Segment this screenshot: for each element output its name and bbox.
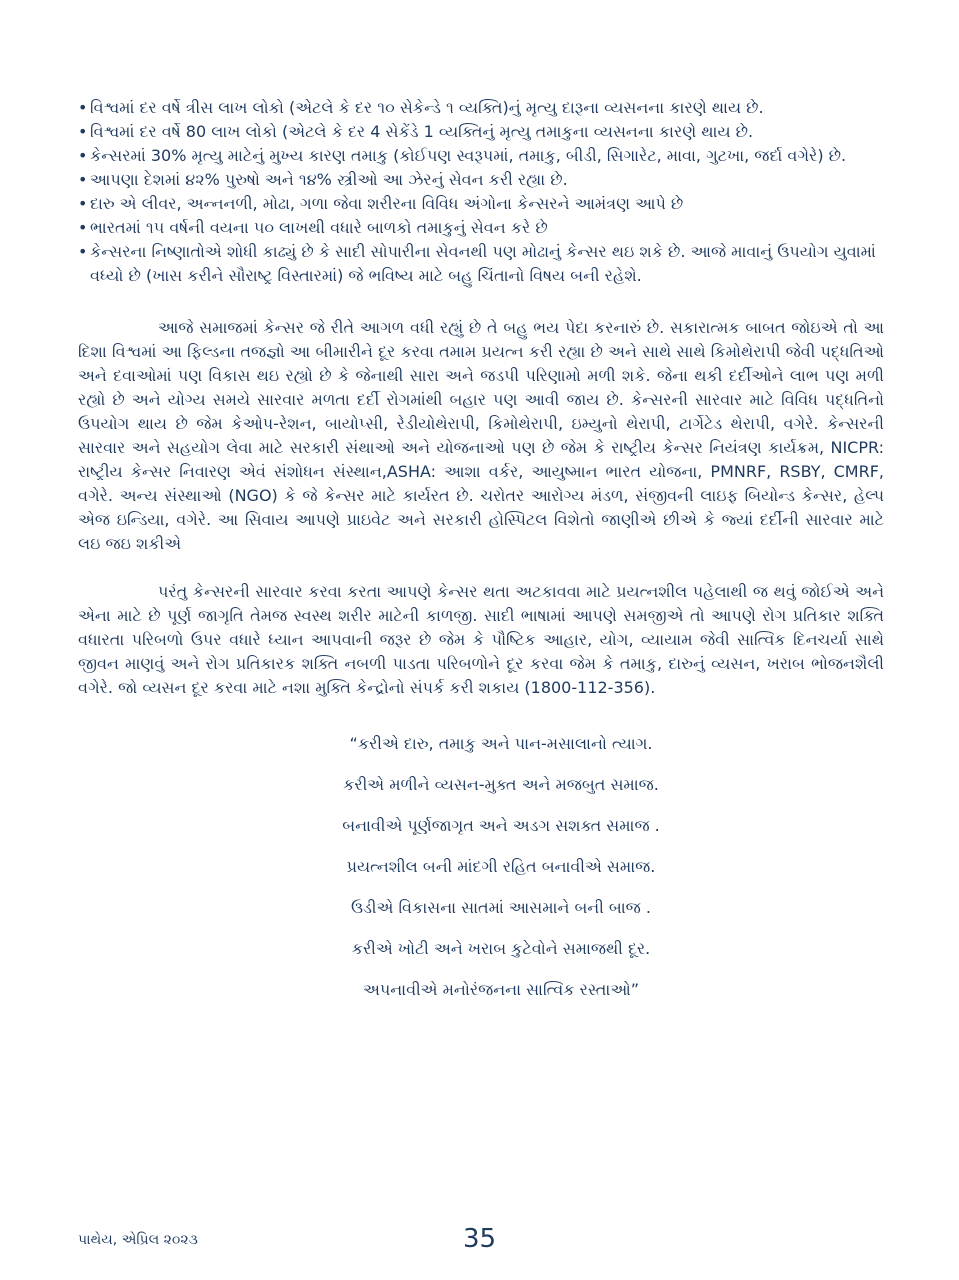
list-item: • વિશ્વમાં દર વર્ષે ત્રીસ લાખ લોકો (એટલે કે દર ૧૦ સેકેન્ડે ૧ વ્યક્તિ)નું મૃત્યુ દારૂના વ્યસનના કારણે થાય છે. — [78, 96, 884, 120]
page-number: 35 — [462, 1224, 497, 1254]
poem-line: અપનાવીએ મનોરંજનના સાત્વિક રસ્તાઓ” — [363, 980, 639, 999]
list-item: • ભારતમાં ૧૫ વર્ષની વયના ૫૦ લાખથી વધારે બાળકો તમાકુનું સેવન કરે છે — [78, 216, 884, 240]
poem-line: કરીએ મળીને વ્યસન-મુક્ત અને મજબુત સમાજ. — [343, 775, 659, 794]
list-item: • કેન્સરમાં 30% મૃત્યુ માટેનું મુખ્ય કારણ તમાકુ (કોઈપણ સ્વરૂપમાં, તમાકુ, બીડી, સિગારેટ, માવા, ગુટખા, જર્દા વગેરે) છે. — [78, 144, 884, 168]
poem-line: કરીએ ખોટી અને ખરાબ કુટેવોને સમાજથી દૂર. — [351, 939, 651, 958]
poem-line: બનાવીએ પૂર્ણજાગૃત અને અડગ સશક્ત સમાજ . — [342, 816, 660, 835]
facts-list — [78, 96, 884, 288]
poem-line: “કરીએ દારુ, તમાકુ અને પાન-મસાલાનો ત્યાગ. — [349, 734, 653, 753]
body-paragraph-treatment: આજે સમાજમાં કેન્સર જે રીતે આગળ વધી રહ્યું છે તે બહુ ભય પેદા કરનારું છે. સકારાત્મક બાબત જોઇએ તો આ દિશા વિશ્વમાં આ ફિલ્ડના તજજ્ઞો આ બીમારીને દૂર કરવા તમામ પ્રયત્ન કરી રહ્યા છે અને સાથે સાથે કિમોથેરાપી જેવી પદ્ધતિઓ અને દવાઓમાં પણ વિકાસ થઇ રહ્યો છે કે જેનાથી સારા અને જડપી પરિણામો મળી શકે. જેના થકી દર્દીઓને લાભ પણ મળી રહ્યો છે અને યોગ્ય સમયે સારવાર મળતા દર્દી રોગમાંથી બહાર પણ આવી જાય છે. કેન્સરની સારવાર માટે વિવિધ પદ્ધતિનો ઉપયોગ થાય છે જેમ કેઓપ-રેશન, બાયોપ્સી, રેડીયોથેરાપી, કિમોથેરાપી, ઇમ્યુનો થેરાપી, ટાર્ગેટેડ થેરાપી, વગેરે. કેન્સરની સારવાર અને સહયોગ લેવા માટે સરકારી સંથાઓ અને યોજનાઓ પણ છે જેમ કે રાષ્ટ્રીય કેન્સર નિયંત્રણ કાર્યક્રમ, NICPR: રાષ્ટ્રીય કેન્સર નિવારણ એવં સંશોધન સંસ્થાન,ASHA: આશા વર્કર, આયુષ્માન ભારત યોજના, PMNRF, RSBY, CMRF, વગેરે. અન્ય સંસ્થાઓ (NGO) કે જે કેન્સર માટે કાર્યરત છે. ચરોતર આરોગ્ય મંડળ, સંજીવની લાઇફ બિયોન્ડ કેન્સર, હેલ્પ એજ ઇન્ડિયા, વગેરે. આ સિવાય આપણે પ્રાઇવેટ અને સરકારી હોસ્પિટલ વિશેતો જાણીએ છીએ કે જ્યાં દર્દીની સારવાર માટે લઇ જઇ શકીએ — [78, 318, 884, 553]
list-item: • આપણા દેશમાં ૪૨% પુરુષો અને ૧૪% સ્ત્રીઓ આ ઝેરનું સેવન કરી રહ્યા છે. — [78, 168, 884, 192]
list-item: • કેન્સરના નિષ્ણાતોએ શોધી કાઢ્યું છે કે સાદી સોપારીના સેવનથી પણ મોઢાનું કેન્સર થઇ શકે છે. આજે માવાનું ઉપયોગ યુવામાં વધ્યો છે (ખાસ કરીને સૌરાષ્ટ્ર વિસ્તારમાં) જે ભવિષ્ય માટે બહુ ચિંતાનો વિષય બની રહેશે. — [78, 240, 884, 288]
footer-publication: પાથેય, એપ્રિલ ૨૦૨૩ — [78, 1232, 198, 1248]
poem — [78, 734, 884, 1000]
list-item: • વિશ્વમાં દર વર્ષે 80 લાખ લોકો (એટલે કે દર 4 સેકેંડે 1 વ્યક્તિનું મૃત્યુ તમાકુના વ્યસનના કારણે થાય છે. — [78, 120, 884, 144]
poem-line: ઉડીએ વિકાસના સાતમાં આસમાને બની બાજ . — [351, 898, 651, 917]
poem-line: પ્રયત્નશીલ બની માંદગી રહિત બનાવીએ સમાજ. — [346, 857, 656, 876]
page-content — [78, 96, 884, 1021]
list-item: • દારુ એ લીવર, અન્નનળી, મોઢા, ગળા જેવા શરીરના વિવિધ અંગોના કેન્સરને આમંત્રણ આપે છે — [78, 192, 884, 216]
body-paragraph-prevention: પરંતુ કેન્સરની સારવાર કરવા કરતા આપણે કેન્સર થતા અટકાવવા માટે પ્રયત્નશીલ પહેલાથી જ થવું જોઈએ અને એના માટે છે પૂર્ણ જાગૃતિ તેમજ સ્વસ્થ શરીર માટેની કાળજી. સાદી ભાષામાં આપણે સમજીએ તો આપણે રોગ પ્રતિકાર શક્તિ વધારતા પરિબળો ઉપર વધારે ધ્યાન આપવાની જરૂર છે જેમ કે પૌષ્ટિક આહાર, યોગ, વ્યાયામ જેવી સાત્વિક દિનચર્યા સાથે જીવન માણવું અને રોગ પ્રતિકારક શક્તિ નબળી પાડતા પરિબળોને દૂર કરવા જેમ કે તમાકુ, દારુનું વ્યસન, ખરાબ ભોજનશૈલી વગેરે. જો વ્યસન દૂર કરવા માટે નશા મુક્તિ કેન્દ્રોનો સંપર્ક કરી શકાય (1800-112-356). — [78, 582, 884, 697]
